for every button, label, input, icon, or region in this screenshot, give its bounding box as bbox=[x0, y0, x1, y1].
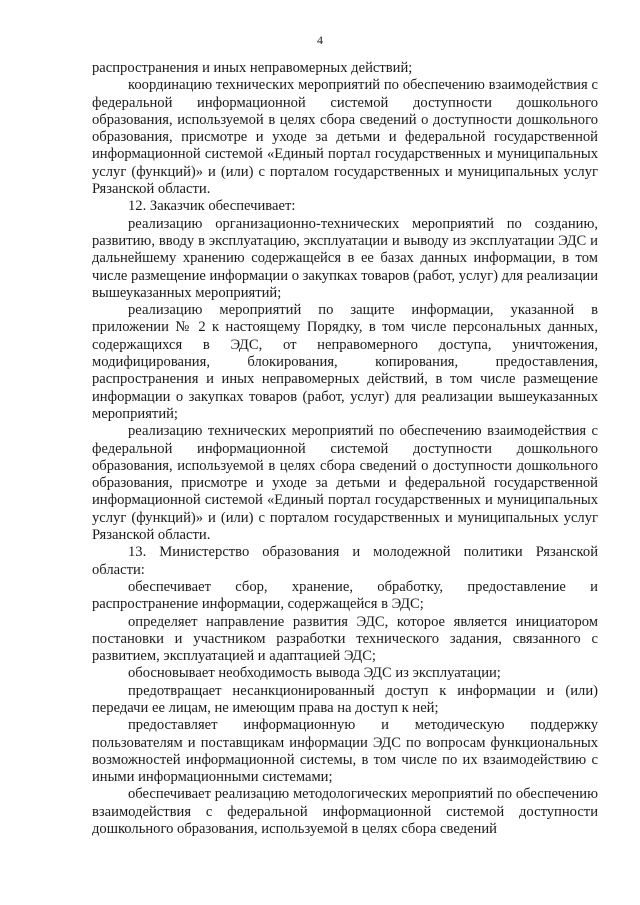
paragraph-5: реализацию мероприятий по защите информации, указанной в приложении № 2 к настоящему Порядку, в том числе персональных данных, содержащихся в ЭДС, от неправомерного доступа, уничтожения, модифицирования, блокирования, копирования, предоставления, распространения и иных неправомерных действий, в том числе размещение информации о закупках товаров (работ, услуг) для реализации вышеуказанных мероприятий; bbox=[92, 302, 598, 422]
paragraph-2: координацию технических мероприятий по обеспечению взаимодействия с федеральной информационной системой доступности дошкольного образования, используемой в целях сбора сведений о доступности дошкольного образования, присмотре и уходе за детьми и федеральной государственной информационной системой «Единый портал государственных и муниципальных услуг (функций)» и (или) с порталом государственных и муниципальных услуг Рязанской области. bbox=[92, 77, 598, 198]
paragraph-7: 13. Министерство образования и молодежной политики Рязанской области: bbox=[92, 544, 598, 578]
paragraph-12: предоставляет информационную и методическую поддержку пользователям и поставщикам информации ЭДС по вопросам функциональных возможностей информационной системы, в том числе по их взаимодействию с иными информационными системами; bbox=[92, 717, 598, 786]
paragraph-11: предотвращает несанкционированный доступ к информации и (или) передачи ее лицам, не имеющим права на доступ к ней; bbox=[92, 682, 598, 716]
paragraph-10: обосновывает необходимость вывода ЭДС из эксплуатации; bbox=[128, 665, 501, 682]
paragraph-3: 12. Заказчик обеспечивает: bbox=[128, 198, 296, 215]
paragraph-4: реализацию организационно-технических мероприятий по созданию, развитию, вводу в эксплуатацию, эксплуатации и выводу из эксплуатации ЭДС и дальнейшему хранению содержащейся в ее базах данных информации, в том числе размещение информации о закупках товаров (работ, услуг) для реализации вышеуказанных мероприятий; bbox=[92, 215, 598, 301]
page-number: 4 bbox=[317, 33, 323, 47]
paragraph-6: реализацию технических мероприятий по обеспечению взаимодействия с федеральной информационной системой доступности дошкольного образования, используемой в целях сбора сведений о доступности дошкольного образования, присмотре и уходе за детьми и федеральной государственной информационной системой «Единый портал государственных и муниципальных услуг (функций)» и (или) с порталом государственных и муниципальных услуг Рязанской области. bbox=[92, 423, 598, 544]
paragraph-13: обеспечивает реализацию методологических мероприятий по обеспечению взаимодействия с федеральной информационной системой доступности дошкольного образования, используемой в целях сбора сведений bbox=[92, 786, 598, 838]
paragraph-9: определяет направление развития ЭДС, которое является инициатором постановки и участником разработки технического задания, связанного с развитием, эксплуатацией и адаптацией ЭДС; bbox=[92, 613, 598, 665]
paragraph-1: распространения и иных неправомерных действий; bbox=[92, 60, 413, 76]
paragraph-8: обеспечивает сбор, хранение, обработку, предоставление и распространение информации, содержащейся в ЭДС; bbox=[92, 578, 598, 613]
body-text bbox=[92, 60, 598, 838]
